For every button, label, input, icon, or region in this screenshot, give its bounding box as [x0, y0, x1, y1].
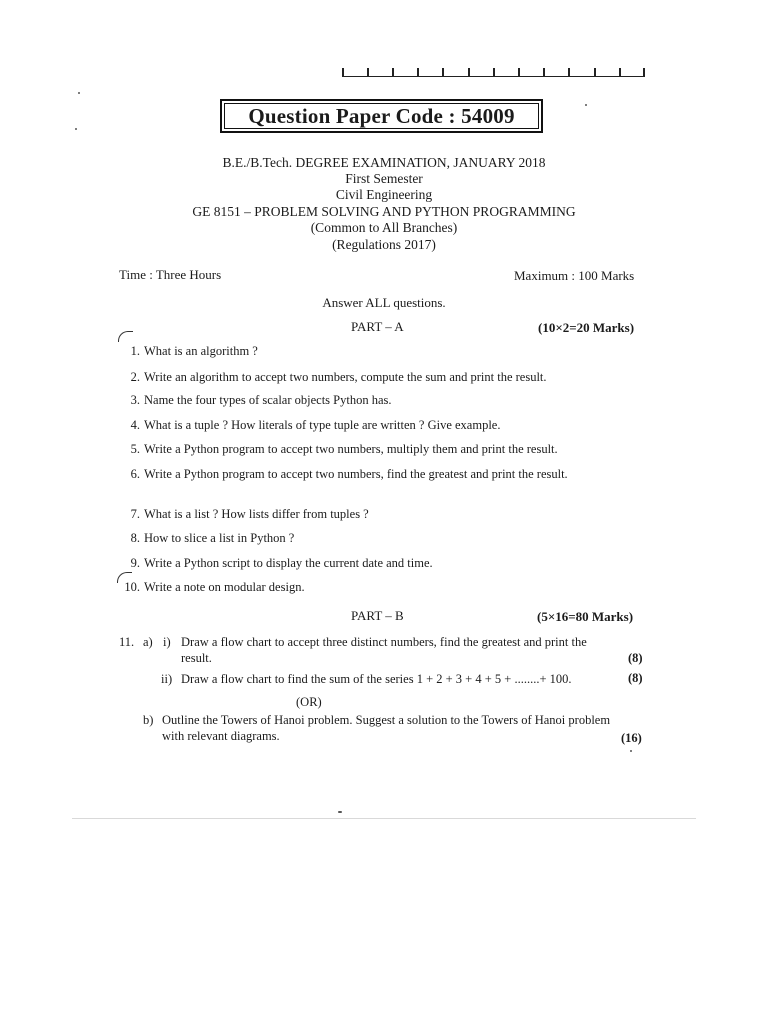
question-11b-label: b) — [143, 713, 154, 727]
question-11-number: 11. — [119, 635, 135, 649]
question-11b-text: Outline the Towers of Hanoi problem. Suggest a solution to the Towers of Hanoi problem with relevant diagrams. — [162, 713, 611, 743]
question-11b-marks: (16) — [621, 731, 642, 745]
question-number: 9. — [130, 556, 140, 570]
time-duration: Time : Three Hours — [119, 267, 222, 282]
question-text: Write a Python script to display the current date and time. — [144, 556, 433, 570]
question-number: 4. — [130, 418, 140, 432]
common-note: (Common to All Branches) — [310, 220, 458, 235]
question-11aii-label: ii) — [161, 672, 173, 686]
question-number: 8. — [130, 531, 140, 545]
question-text: Write an algorithm to accept two numbers, compute the sum and print the result. — [144, 370, 547, 384]
question-text: What is an algorithm ? — [144, 344, 258, 358]
scan-mark — [118, 331, 133, 342]
instruction: Answer ALL questions. — [322, 295, 446, 310]
scan-speck — [78, 92, 80, 94]
question-text: Write a Python program to accept two numbers, find the greatest and print the result. — [144, 467, 568, 481]
question-number: 6. — [130, 467, 140, 481]
part-b-title: PART – B — [351, 608, 404, 623]
question-11a-label: a) — [143, 635, 153, 649]
question-11ai-marks: (8) — [628, 651, 643, 665]
regulations: (Regulations 2017) — [332, 237, 436, 252]
question-number: 5. — [130, 442, 140, 456]
question-11aii-marks: (8) — [628, 671, 643, 685]
question-paper-code-box — [220, 99, 543, 133]
question-text: What is a tuple ? How literals of type tuple are written ? Give example. — [144, 418, 501, 432]
question-11ai-text: Draw a flow chart to accept three distinct numbers, find the greatest and print the result. — [181, 635, 587, 665]
scan-speck — [630, 750, 632, 752]
question-number: 1. — [130, 344, 140, 358]
question-text: What is a list ? How lists differ from tuples ? — [144, 507, 369, 521]
subject-title: GE 8151 – PROBLEM SOLVING AND PYTHON PROGRAMMING — [192, 204, 576, 219]
question-number: 2. — [130, 370, 140, 384]
maximum-marks: Maximum : 100 Marks — [514, 268, 635, 283]
branch: Civil Engineering — [335, 187, 433, 202]
question-text: Write a note on modular design. — [144, 580, 305, 594]
exam-title: B.E./B.Tech. DEGREE EXAMINATION, JANUARY 2018 — [222, 155, 546, 170]
question-number: 3. — [130, 393, 140, 407]
question-paper-code: Question Paper Code : 54009 — [224, 103, 539, 129]
question-11aii-text: Draw a flow chart to find the sum of the series 1 + 2 + 3 + 4 + 5 + ........+ 100. — [181, 672, 572, 686]
part-b-marks: (5×16=80 Marks) — [537, 609, 634, 624]
scan-speck — [75, 128, 77, 130]
part-a-marks: (10×2=20 Marks) — [538, 320, 635, 335]
question-text: How to slice a list in Python ? — [144, 531, 295, 545]
question-text: Write a Python program to accept two numbers, multiply them and print the result. — [144, 442, 558, 456]
register-number-boxes — [342, 68, 645, 77]
scan-speck — [585, 104, 587, 106]
part-a-title: PART – A — [351, 319, 404, 334]
question-number: 10. — [124, 580, 140, 594]
or-separator: (OR) — [296, 695, 322, 709]
page-bottom-edge — [72, 818, 696, 819]
semester: First Semester — [345, 171, 423, 186]
scan-speck — [338, 811, 342, 813]
question-text: Name the four types of scalar objects Python has. — [144, 393, 392, 407]
question-number: 7. — [130, 507, 140, 521]
question-11ai-label: i) — [163, 635, 171, 649]
